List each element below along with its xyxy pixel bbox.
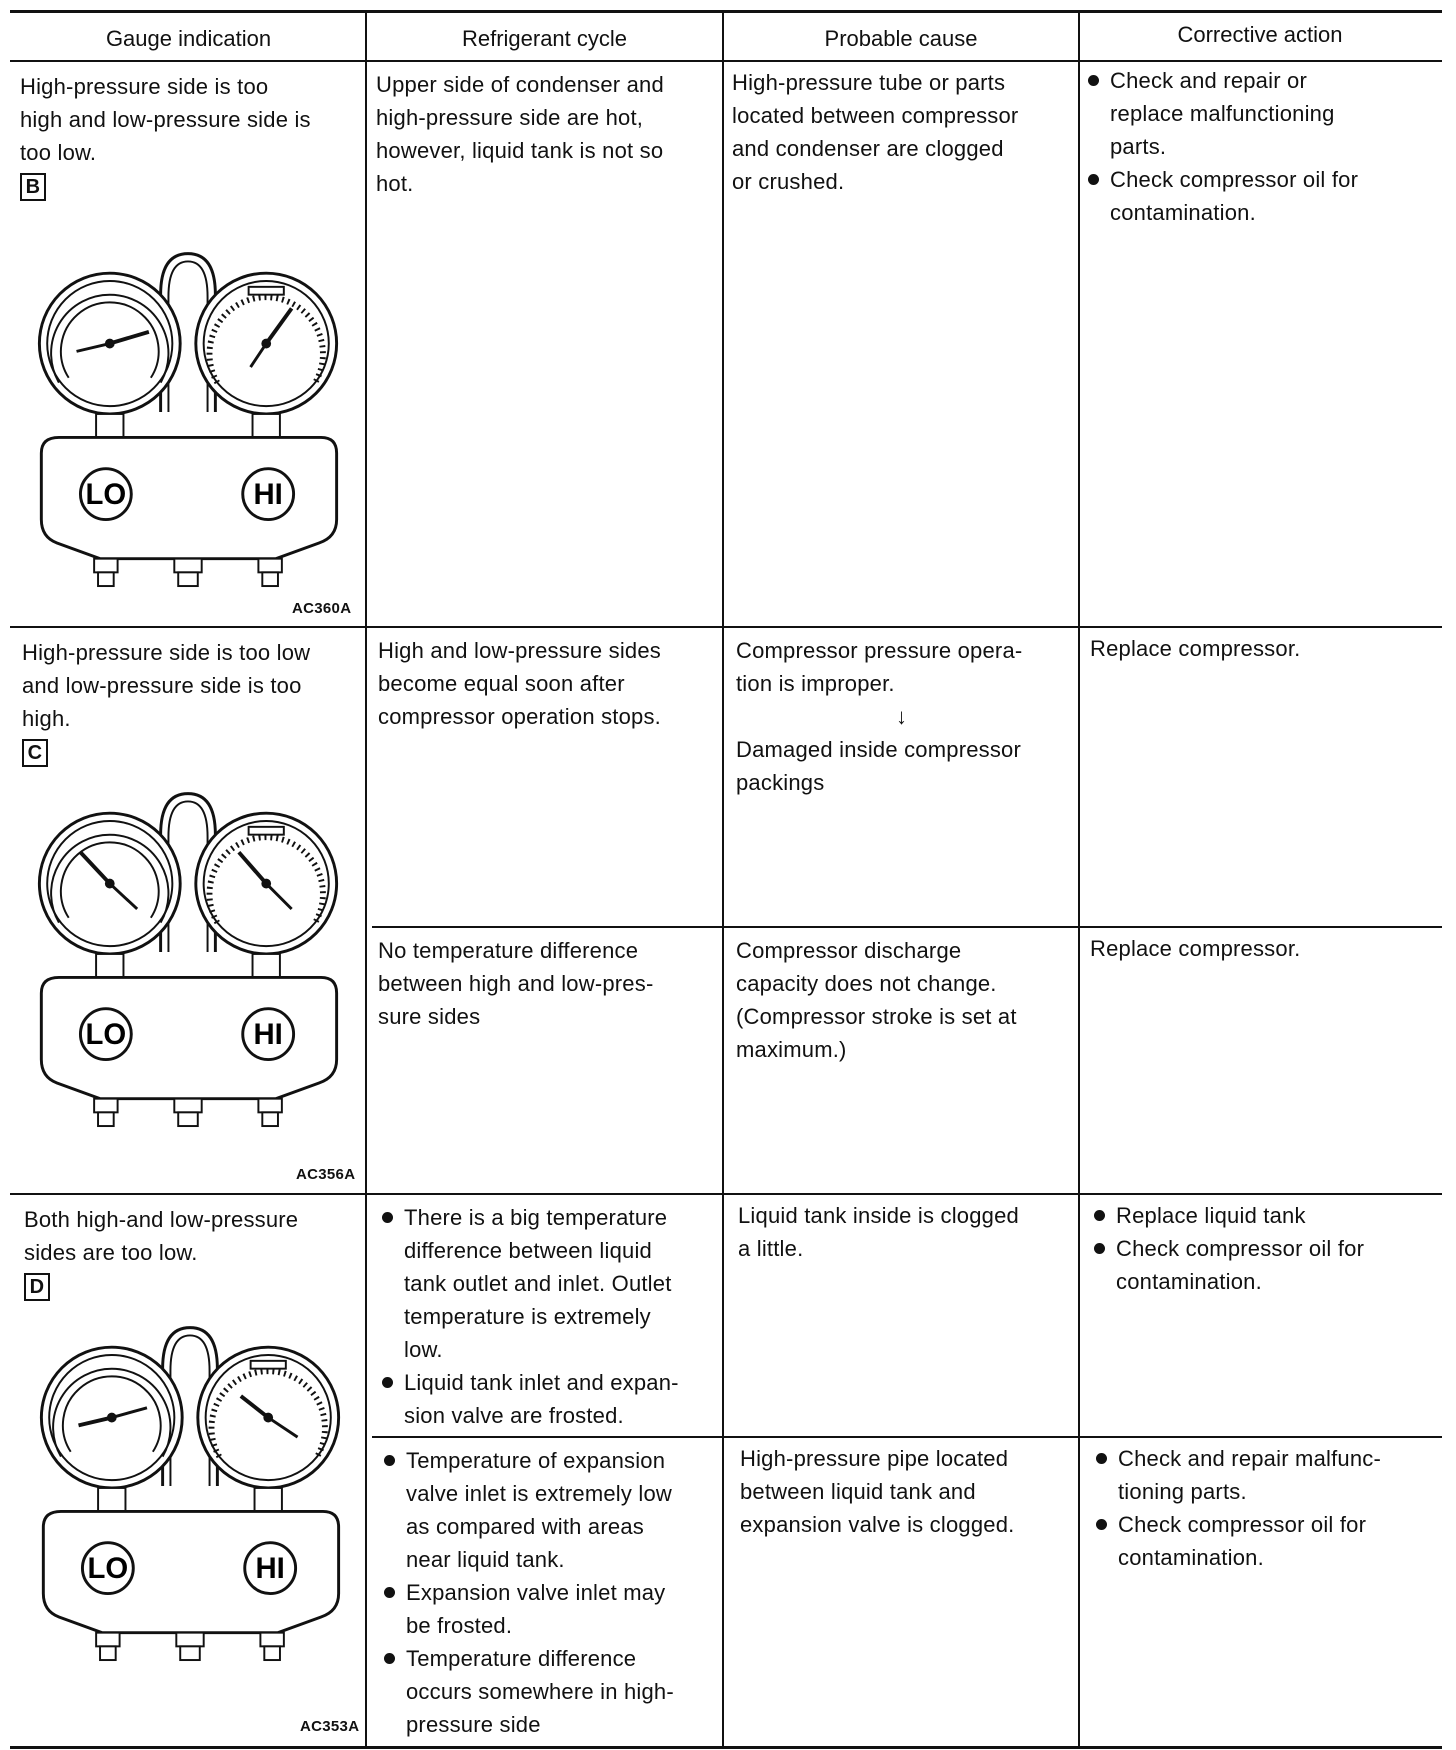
manifold-gauge-d [14,1306,366,1666]
corrective-action-d1: Replace liquid tank Check compressor oil for contamination. [1090,1199,1364,1298]
figure-code-c: AC356A [296,1166,356,1183]
cause-arrow: ↓ [896,704,908,729]
svg-text:LO: LO [87,1551,129,1585]
corrective-action-d2: Check and repair malfunc- tioning parts. Check compressor oil for contamination. [1092,1442,1381,1574]
corrective-action-c1: Replace compressor. [1090,636,1301,661]
header-divider [10,60,1442,62]
row-divider-c-d [10,1193,1442,1195]
table-bottom-rule [10,1746,1442,1749]
gauge-indication-c: High-pressure side is too low and low-pressure side is too high. C [22,636,310,768]
case-label-b: B [20,173,46,201]
svg-text:HI: HI [253,1017,283,1051]
row-divider-c-inner [372,926,1442,928]
figure-code-d: AC353A [300,1718,360,1735]
row-divider-d-inner [372,1436,1442,1438]
case-label-d: D [24,1273,50,1301]
header-probable-cause: Probable cause [824,26,978,51]
table-top-rule [10,10,1442,13]
refrigerant-cycle-b: Upper side of condenser and high-pressure side are hot, however, liquid tank is not so hot. [376,72,664,196]
manifold-gauge-c [12,772,364,1132]
probable-cause-d2: High-pressure pipe located between liquid tank and expansion valve is clogged. [740,1446,1015,1537]
refrigerant-cycle-d1: There is a big temperature difference between liquid tank outlet and inlet. Outlet temperature is extremely low. Liquid tank inlet and expan- sion valve are frosted. [378,1201,679,1432]
gauge-indication-b: High-pressure side is too high and low-pressure side is too low. B [20,70,311,202]
header-refrigerant-cycle: Refrigerant cycle [461,26,628,51]
header-corrective-action: Corrective action [1177,22,1343,47]
probable-cause-c2: Compressor discharge capacity does not change. (Compressor stroke is set at maximum.) [736,938,1017,1062]
probable-cause-b: High-pressure tube or parts located between compressor and condenser are clogged or crushed. [732,70,1019,194]
probable-cause-c1: Compressor pressure opera- tion is improper. ↓ Damaged inside compressor packings [736,638,1023,795]
figure-code-b: AC360A [292,600,352,617]
refrigerant-cycle-c2: No temperature difference between high and low-pres- sure sides [378,938,654,1029]
svg-text:LO: LO [85,1017,127,1051]
lo-label: LO [85,477,127,511]
case-label-c: C [22,739,48,767]
refrigerant-cycle-c1: High and low-pressure sides become equal soon after compressor operation stops. [378,638,661,729]
header-gauge-indication: Gauge indication [105,26,272,51]
hi-label: HI [253,477,283,511]
column-divider-2 [722,12,724,1748]
refrigerant-cycle-d2: Temperature of expansion valve inlet is extremely low as compared with areas near liquid tank. Expansion valve inlet may be frosted. Temperature difference occurs somewhere in high- pressure side [380,1444,674,1741]
row-divider-b-c [10,626,1442,628]
manifold-gauge-b [12,232,364,592]
probable-cause-d1: Liquid tank inside is clogged a little. [738,1203,1019,1261]
gauge-indication-d: Both high-and low-pressure sides are too low. D [24,1203,298,1302]
svg-text:HI: HI [255,1551,285,1585]
column-divider-3 [1078,12,1080,1748]
corrective-action-c2: Replace compressor. [1090,936,1301,961]
corrective-action-b: Check and repair or replace malfunctioning parts. Check compressor oil for contamination. [1084,64,1358,229]
